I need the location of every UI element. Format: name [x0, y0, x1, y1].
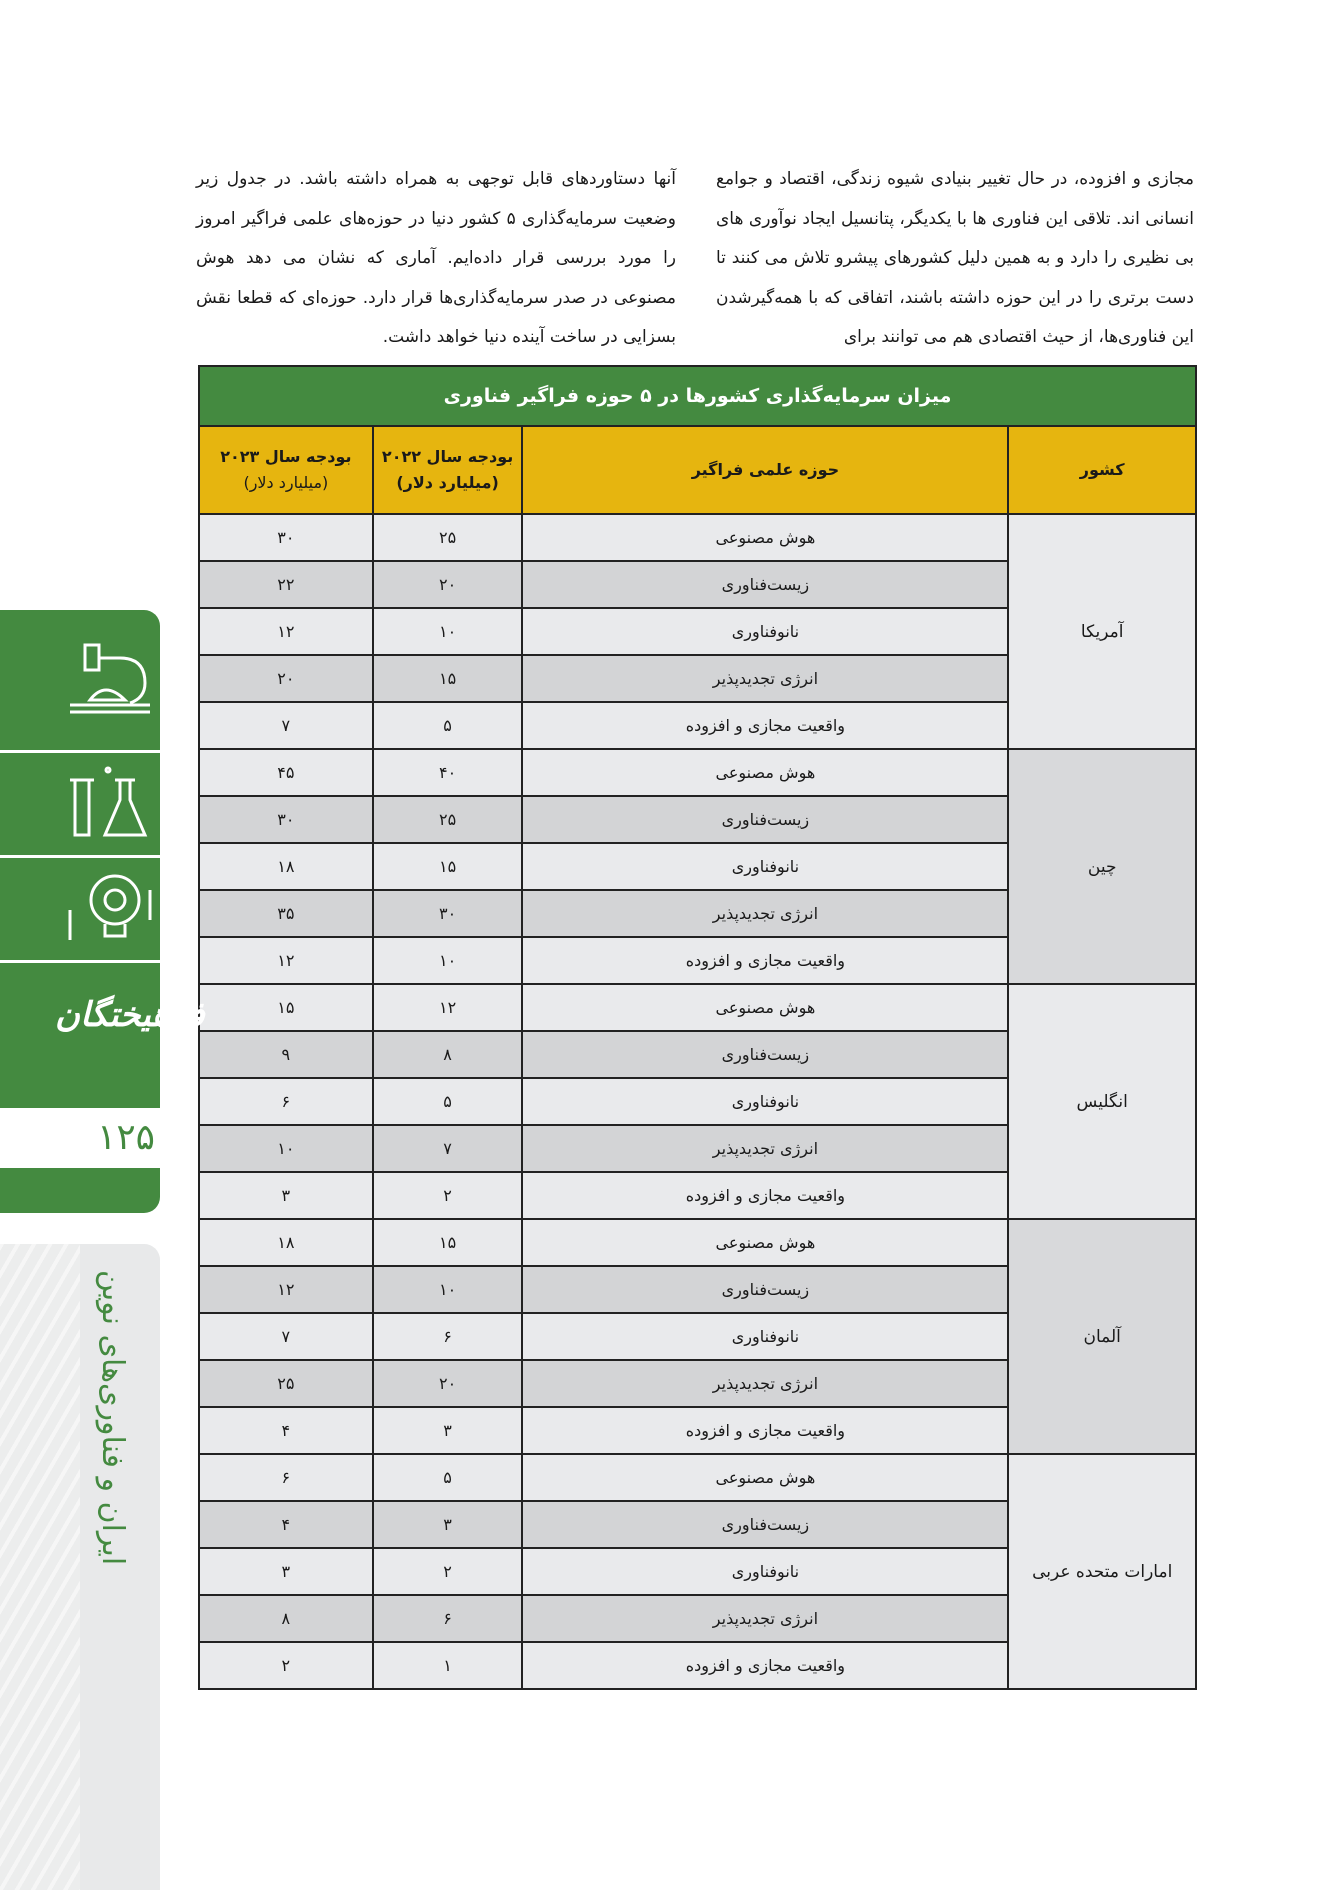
budget-2023-cell: ۱۸	[199, 843, 373, 890]
budget-2023-cell: ۳۰	[199, 514, 373, 561]
table-title: میزان سرمایه‌گذاری کشورها در ۵ حوزه فراگیر فناوری	[199, 366, 1196, 426]
budget-2023-cell: ۷	[199, 702, 373, 749]
budget-2022-cell: ۶	[373, 1595, 523, 1642]
budget-2022-cell: ۱۰	[373, 1266, 523, 1313]
field-cell: واقعیت مجازی و افزوده	[522, 1407, 1008, 1454]
budget-2022-cell: ۱۰	[373, 937, 523, 984]
budget-2023-cell: ۳	[199, 1548, 373, 1595]
budget-2022-cell: ۳	[373, 1407, 523, 1454]
budget-2023-cell: ۹	[199, 1031, 373, 1078]
field-cell: زیست‌فناوری	[522, 796, 1008, 843]
header-country: کشور	[1008, 426, 1196, 514]
country-cell: امارات متحده عربی	[1008, 1454, 1196, 1689]
budget-2022-cell: ۳	[373, 1501, 523, 1548]
header-budget-2022-unit: (میلیارد دلار)	[396, 473, 499, 492]
budget-2023-cell: ۴	[199, 1501, 373, 1548]
budget-2023-cell: ۶	[199, 1078, 373, 1125]
budget-2023-cell: ۲	[199, 1642, 373, 1689]
field-cell: انرژی تجدیدپذیر	[522, 1125, 1008, 1172]
header-budget-2022-label: بودجه سال ۲۰۲۲	[381, 447, 514, 466]
lab-flask-icon	[60, 765, 155, 845]
budget-2022-cell: ۱۵	[373, 655, 523, 702]
header-budget-2023-unit: (میلیارد دلار)	[243, 473, 329, 492]
field-cell: زیست‌فناوری	[522, 1501, 1008, 1548]
body-text-left-column	[196, 160, 676, 358]
paragraph: مجازی و افزوده، در حال تغییر بنیادی شیوه زندگی، اقتصاد و جوامع انسانی اند. تلاقی این فناوری ها با یکدیگر، پتانسیل ایجاد نوآوری های بی نظیری را دارد و به همین دلیل کشورهای پیشرو تلاش می کنند تا دست برتری را در این حوزه داشته باشند، اتفاقی که با همه‌گیرشدن این فناوری‌ها، از حیث اقتصادی هم می توانند برای	[716, 169, 1194, 347]
header-budget-2023-label: بودجه سال ۲۰۲۳	[220, 447, 352, 466]
field-cell: هوش مصنوعی	[522, 984, 1008, 1031]
budget-2022-cell: ۲	[373, 1548, 523, 1595]
budget-2022-cell: ۲۰	[373, 561, 523, 608]
field-cell: نانوفناوری	[522, 608, 1008, 655]
budget-2023-cell: ۲۲	[199, 561, 373, 608]
field-cell: واقعیت مجازی و افزوده	[522, 702, 1008, 749]
country-cell: چین	[1008, 749, 1196, 984]
budget-2023-cell: ۶	[199, 1454, 373, 1501]
budget-2022-cell: ۲۵	[373, 514, 523, 561]
budget-2022-cell: ۷	[373, 1125, 523, 1172]
country-cell: آلمان	[1008, 1219, 1196, 1454]
budget-2022-cell: ۳۰	[373, 890, 523, 937]
chapter-tab	[0, 610, 205, 1213]
field-cell: انرژی تجدیدپذیر	[522, 890, 1008, 937]
table-row	[199, 1454, 1196, 1501]
field-cell: هوش مصنوعی	[522, 1219, 1008, 1266]
budget-2022-cell: ۸	[373, 1031, 523, 1078]
budget-2022-cell: ۵	[373, 1078, 523, 1125]
body-text-right-column	[716, 160, 1194, 358]
table-row	[199, 749, 1196, 796]
divider	[0, 750, 160, 753]
budget-2023-cell: ۲۵	[199, 1360, 373, 1407]
microscope-icon	[60, 640, 155, 720]
budget-2023-cell: ۳	[199, 1172, 373, 1219]
budget-2023-cell: ۳۵	[199, 890, 373, 937]
investment-table	[198, 365, 1197, 1690]
budget-2023-cell: ۴	[199, 1407, 373, 1454]
field-cell: زیست‌فناوری	[522, 1266, 1008, 1313]
field-cell: زیست‌فناوری	[522, 1031, 1008, 1078]
budget-2023-cell: ۷	[199, 1313, 373, 1360]
budget-2022-cell: ۱۲	[373, 984, 523, 1031]
lightbulb-gear-icon	[60, 870, 155, 950]
field-cell: زیست‌فناوری	[522, 561, 1008, 608]
divider	[0, 960, 160, 963]
budget-2022-cell: ۱۵	[373, 843, 523, 890]
budget-2022-cell: ۶	[373, 1313, 523, 1360]
field-cell: انرژی تجدیدپذیر	[522, 1595, 1008, 1642]
budget-2023-cell: ۸	[199, 1595, 373, 1642]
divider	[0, 855, 160, 858]
budget-2022-cell: ۲۰	[373, 1360, 523, 1407]
budget-2022-cell: ۲	[373, 1172, 523, 1219]
budget-2022-cell: ۴۰	[373, 749, 523, 796]
field-cell: نانوفناوری	[522, 1548, 1008, 1595]
budget-2023-cell: ۱۲	[199, 608, 373, 655]
country-cell: انگلیس	[1008, 984, 1196, 1219]
budget-2022-cell: ۱۵	[373, 1219, 523, 1266]
page-number: ۱۲۵	[0, 1108, 160, 1168]
field-cell: هوش مصنوعی	[522, 514, 1008, 561]
publisher-logo: فرهیختگان	[55, 995, 205, 1035]
table-row	[199, 514, 1196, 561]
field-cell: نانوفناوری	[522, 1313, 1008, 1360]
budget-2022-cell: ۲۵	[373, 796, 523, 843]
table-row	[199, 1219, 1196, 1266]
field-cell: واقعیت مجازی و افزوده	[522, 1172, 1008, 1219]
budget-2023-cell: ۱۸	[199, 1219, 373, 1266]
budget-2023-cell: ۱۲	[199, 1266, 373, 1313]
field-cell: نانوفناوری	[522, 843, 1008, 890]
header-field: حوزه علمی فراگیر	[522, 426, 1008, 514]
budget-2022-cell: ۱۰	[373, 608, 523, 655]
budget-2022-cell: ۵	[373, 1454, 523, 1501]
paragraph: آنها دستاوردهای قابل توجهی به همراه داشته باشد. در جدول زیر وضعیت سرمایه‌گذاری ۵ کشور دنیا در حوزه‌های علمی فراگیر امروز را مورد بررسی قرار داده‌ایم. آماری که نشان می دهد هوش مصنوعی در صدر سرمایه‌گذاری‌ها قرار دارد. حوزه‌ای که قطعا نقش بسزایی در ساخت آینده دنیا خواهد داشت.	[196, 169, 676, 347]
country-cell: آمریکا	[1008, 514, 1196, 749]
field-cell: هوش مصنوعی	[522, 749, 1008, 796]
book-title: ایران و فناوری‌های نوین	[95, 1270, 130, 1566]
budget-2022-cell: ۱	[373, 1642, 523, 1689]
budget-2023-cell: ۲۰	[199, 655, 373, 702]
budget-2023-cell: ۱۰	[199, 1125, 373, 1172]
header-budget-2022	[373, 426, 523, 514]
budget-2023-cell: ۱۲	[199, 937, 373, 984]
field-cell: هوش مصنوعی	[522, 1454, 1008, 1501]
field-cell: انرژی تجدیدپذیر	[522, 1360, 1008, 1407]
budget-2023-cell: ۴۵	[199, 749, 373, 796]
book-title-panel	[0, 1244, 160, 1890]
field-cell: واقعیت مجازی و افزوده	[522, 1642, 1008, 1689]
table-row	[199, 984, 1196, 1031]
field-cell: نانوفناوری	[522, 1078, 1008, 1125]
budget-2022-cell: ۵	[373, 702, 523, 749]
field-cell: واقعیت مجازی و افزوده	[522, 937, 1008, 984]
budget-2023-cell: ۱۵	[199, 984, 373, 1031]
budget-2023-cell: ۳۰	[199, 796, 373, 843]
header-budget-2023	[199, 426, 373, 514]
field-cell: انرژی تجدیدپذیر	[522, 655, 1008, 702]
